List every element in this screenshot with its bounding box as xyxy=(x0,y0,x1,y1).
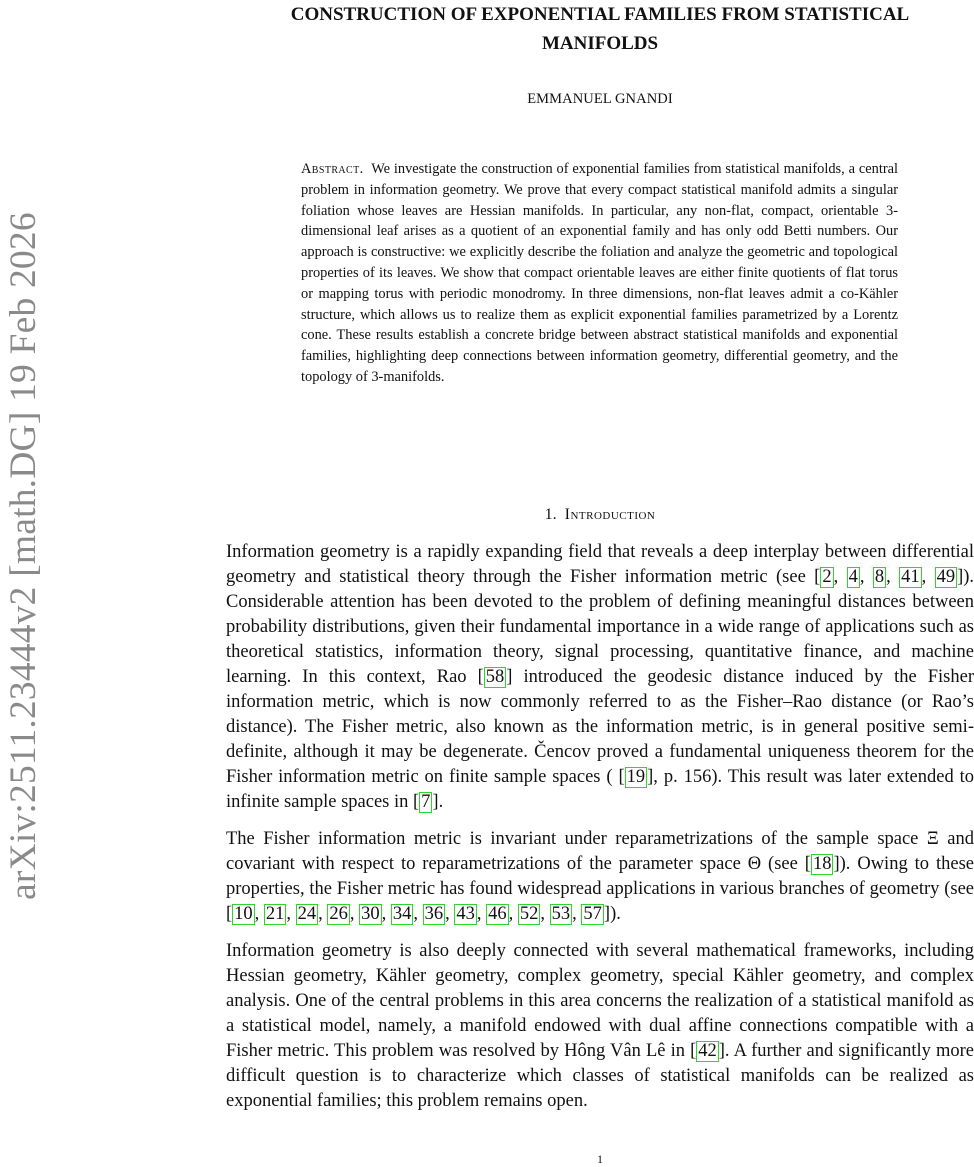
abstract-label: Abstract. xyxy=(301,161,364,177)
paragraph-1-text-e: ]. xyxy=(432,792,444,812)
paragraph-1-text-d: ], p. 156). This result was later extended to infinite sample spaces in [ xyxy=(226,767,974,812)
citation-link[interactable]: 18 xyxy=(812,854,832,874)
citation-list xyxy=(232,904,604,924)
section-title: Introduction xyxy=(564,506,656,523)
citation-separator: , xyxy=(921,567,935,587)
citation-link[interactable]: 21 xyxy=(265,904,285,924)
citation-link[interactable]: 7 xyxy=(421,792,431,812)
paragraph-2 xyxy=(226,827,974,927)
citation-separator: , xyxy=(572,904,582,924)
citation-link[interactable]: 10 xyxy=(234,904,253,924)
arxiv-identifier-text: arXiv:2511.23444v2 [math.DG] 19 Feb 2026 xyxy=(3,212,44,900)
citation-separator: , xyxy=(886,567,900,587)
page-number: 1 xyxy=(597,1152,603,1166)
citation-separator: , xyxy=(833,567,847,587)
citation-link[interactable]: 36 xyxy=(424,904,444,924)
paragraph-1 xyxy=(226,540,974,815)
author-name: EMMANUEL GNANDI xyxy=(527,91,673,107)
paragraph-2-text-b: ]). Owing to these properties, the Fisher metric has found widespread applications in various branches of geometry (see [ xyxy=(226,854,974,924)
paragraph-1-text-b: ]). Considerable attention has been devoted to the problem of defining meaningful distances between probability distributions, given their fundamental importance in a wide range of applications such as theoretical statistics, information theory, signal processing, quantitative finance, and machine learning. In this context, Rao [ xyxy=(226,567,974,687)
paper-title xyxy=(226,0,974,58)
citation-link[interactable]: 46 xyxy=(488,904,507,924)
citation-separator: , xyxy=(318,904,328,924)
citation-link[interactable]: 26 xyxy=(329,904,348,924)
citation-separator: , xyxy=(476,904,487,924)
paper-title-line-1: CONSTRUCTION OF EXPONENTIAL FAMILIES FROM STATISTICAL xyxy=(290,4,910,25)
citation-link[interactable]: 52 xyxy=(519,904,539,924)
abstract-block xyxy=(301,159,898,388)
citation-link[interactable]: 2 xyxy=(822,567,832,587)
section-number: 1. xyxy=(544,506,557,523)
paragraph-1-text-c: ] introduced the geodesic distance induced by the Fisher information metric, which is now commonly referred to as the Fisher–Rao distance (or Rao’s distance). The Fisher metric, also known as the information metric, is in general positive semi-definite, although it may be degenerate. Čencov proved a fundamental uniqueness theorem for the Fisher information metric on finite sample spaces ( [ xyxy=(226,667,974,787)
citation-separator: , xyxy=(381,904,391,924)
citation-link[interactable]: 19 xyxy=(626,767,646,787)
abstract-text: We investigate the construction of exponential families from statistical manifolds, a central problem in information geometry. We prove that every compact statistical manifold admits a singular foliation whose leaves are Hessian manifolds. In particular, any non-flat, compact, orientable 3-dimensional leaf arises as a quotient of an exponential family and has only odd Betti numbers. Our approach is constructive: we explicitly describe the foliation and analyze the geometric and topological properties of its leaves. We show that compact orientable leaves are either finite quotients of flat torus or mapping torus with periodic monodromy. In three dimensions, non-flat leaves admit a co-Kähler structure, which allows us to realize them as explicit exponential families parametrized by a Lorentz cone. These results establish a concrete bridge between abstract statistical manifolds and exponential families, highlighting deep connections between information geometry, differential geometry, and the topology of 3-manifolds. xyxy=(301,161,899,385)
citation-separator: , xyxy=(508,904,518,924)
arxiv-identifier-stamp xyxy=(2,120,42,900)
paragraph-3-text-a: Information geometry is also deeply connected with several mathematical frameworks, including Hessian geometry, Kähler geometry, complex geometry, special Kähler geometry, and complex analysis. One of the central problems in this area concerns the realization of a statistical manifold as a statistical model, namely, a manifold endowed with dual affine connections compatible with a Fisher metric. This problem was resolved by Hông Vân Lê in [ xyxy=(226,941,974,1061)
paragraph-1-text-a: Information geometry is a rapidly expanding field that reveals a deep interplay between differential geometry and statistical theory through the Fisher information metric (see [ xyxy=(226,542,974,587)
paragraph-2-text-c: ]). xyxy=(603,904,621,924)
citation-link[interactable]: 24 xyxy=(297,904,317,924)
citation-separator: , xyxy=(540,904,550,924)
paragraph-3 xyxy=(226,939,974,1114)
paragraph-3-text-b: ]. A further and significantly more difficult question is to characterize which classes of statistical manifolds can be realized as exponential families; this problem remains open. xyxy=(226,1041,974,1111)
paper-title-line-2: MANIFOLDS xyxy=(541,33,659,54)
citation-separator: , xyxy=(286,904,296,924)
citation-link[interactable]: 57 xyxy=(583,904,602,924)
citation-link[interactable]: 42 xyxy=(698,1041,717,1061)
citation-link[interactable]: 41 xyxy=(901,567,920,587)
citation-separator: , xyxy=(349,904,360,924)
citation-link[interactable]: 49 xyxy=(936,567,956,587)
citation-link[interactable]: 8 xyxy=(874,567,885,587)
paragraph-2-text-a: The Fisher information metric is invariant under reparametrizations of the sample space Ξ and covariant with respect to reparametrizations of the parameter space Θ (see [ xyxy=(226,829,974,874)
citation-link[interactable]: 58 xyxy=(485,667,505,687)
citation-link[interactable]: 4 xyxy=(848,567,858,587)
citation-link[interactable]: 30 xyxy=(361,904,380,924)
citation-separator: , xyxy=(413,904,423,924)
citation-link[interactable]: 53 xyxy=(551,904,571,924)
introduction-body xyxy=(226,540,974,1126)
citation-separator: , xyxy=(254,904,264,924)
citation-link[interactable]: 43 xyxy=(456,904,475,924)
citation-separator: , xyxy=(859,567,873,587)
citation-link[interactable]: 34 xyxy=(392,904,412,924)
section-heading-introduction xyxy=(226,506,974,524)
citation-separator: , xyxy=(445,904,455,924)
